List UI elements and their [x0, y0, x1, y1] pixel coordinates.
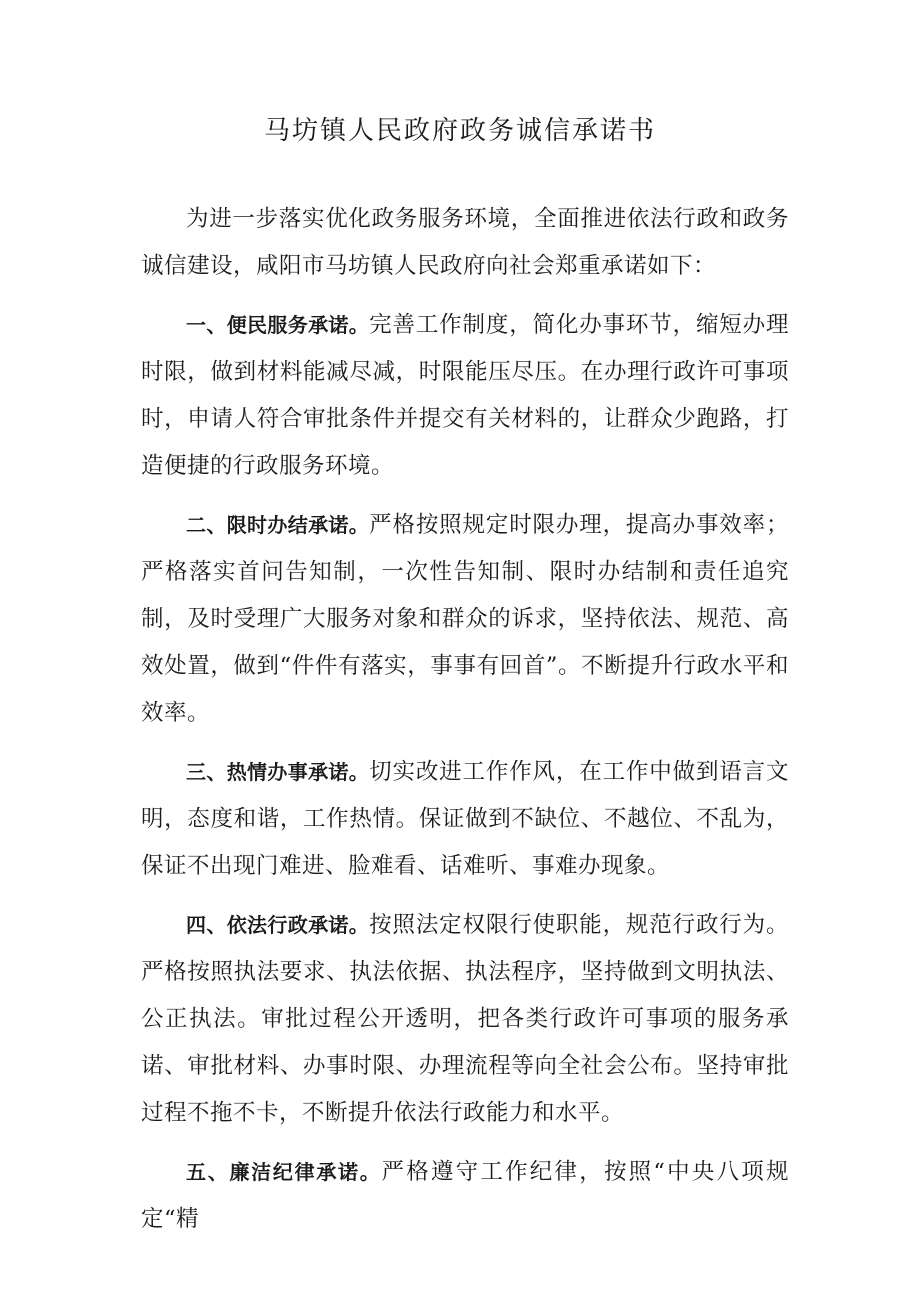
section-paragraph-4	[141, 902, 789, 1137]
section-heading-3: 三、热情办事承诺。	[186, 760, 370, 784]
section-paragraph-3	[141, 749, 789, 890]
document-body	[141, 196, 789, 1255]
section-heading-5: 五、廉洁纪律承诺。	[186, 1160, 382, 1184]
section-text-5: 严格遵守工作纪律，按照“中央八项规定“精	[141, 1159, 789, 1232]
section-text-2: 严格按照规定时限办理，提高办事效率；严格落实首问告知制，一次性告知制、限时办结制和责任追究制，及时受理广大服务对象和群众的诉求，坚持依法、规范、高效处置，做到“件件有落实，事事有回首”。不断提升行政水平和效率。	[141, 512, 790, 726]
section-paragraph-1	[141, 302, 789, 490]
section-text-1: 完善工作制度，简化办事环节，缩短办理时限，做到材料能减尽减，时限能压尽压。在办理行政许可事项时，申请人符合审批条件并提交有关材料的，让群众少跑路，打造便捷的行政服务环境。	[141, 312, 790, 479]
section-heading-2: 二、限时办结承诺。	[186, 513, 370, 537]
section-heading-1: 一、便民服务承诺。	[186, 313, 370, 337]
section-heading-4: 四、依法行政承诺。	[186, 913, 370, 937]
section-text-3: 切实改进工作作风，在工作中做到语言文明，态度和谐，工作热情。保证做到不缺位、不越位、不乱为，保证不出现门难进、脸难看、话难听、事难办现象。	[141, 759, 790, 879]
section-text-4: 按照法定权限行使职能，规范行政行为。严格按照执法要求、执法依据、执法程序，坚持做到文明执法、公正执法。审批过程公开透明，把各类行政许可事项的服务承诺、审批材料、办事时限、办理流程等向全社会公布。坚持审批过程不拖不卡，不断提升依法行政能力和水平。	[141, 912, 790, 1126]
section-paragraph-5	[141, 1149, 789, 1243]
intro-paragraph: 为进一步落实优化政务服务环境，全面推进依法行政和政务诚信建设，咸阳市马坊镇人民政府向社会郑重承诺如下：	[141, 206, 789, 279]
section-paragraph-2	[141, 502, 789, 737]
document-title: 马坊镇人民政府政务诚信承诺书	[263, 116, 656, 146]
